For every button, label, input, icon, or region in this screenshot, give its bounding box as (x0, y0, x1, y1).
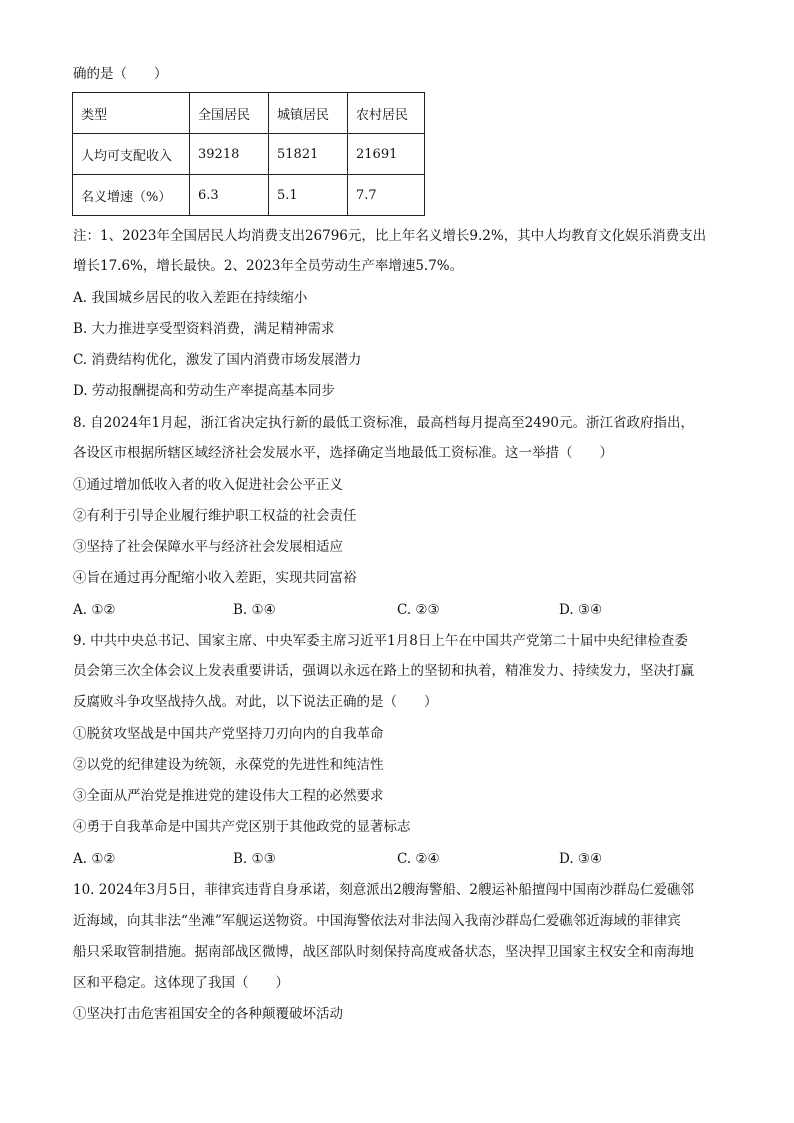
question-9-stem: 员会第三次全体会议上发表重要讲话，强调以永远在路上的坚韧和执着，精准发力、持续发力，坚决打赢 (73, 663, 694, 679)
table-header-cell: 全国居民 (190, 93, 269, 134)
statement-3: ③全面从严治党是推进党的建设伟大工程的必然要求 (73, 788, 384, 804)
question-9-options (73, 849, 753, 869)
option-d: D. 劳动报酬提高和劳动生产率提高基本同步 (73, 383, 335, 399)
question-9-stem: 9. 中共中央总书记、国家主席、中央军委主席习近平1月8日上午在中国共产党第二十届中央纪律检查委 (73, 633, 688, 649)
table-header-cell: 农村居民 (348, 93, 425, 134)
option-a: A. 我国城乡居民的收入差距在持续缩小 (73, 290, 308, 306)
table-cell: 名义增速（%） (73, 175, 190, 216)
table-header-cell: 类型 (73, 93, 190, 134)
option-c: C. 消费结构优化，激发了国内消费市场发展潜力 (73, 352, 362, 368)
table-cell: 7.7 (348, 175, 425, 216)
option-d: D. ③④ (559, 851, 603, 867)
table-cell: 21691 (348, 134, 425, 175)
question-10-stem: 10. 2024年3月5日，菲律宾违背自身承诺，刻意派出2艘海警船、2艘运补船擅闯中国南沙群岛仁爱礁邻 (73, 882, 694, 898)
option-c: C. ②③ (397, 602, 440, 618)
statement-1: ①通过增加低收入者的收入促进社会公平正义 (73, 477, 343, 493)
statement-2: ②以党的纪律建设为统领，永葆党的先进性和纯洁性 (73, 757, 384, 773)
table-cell: 6.3 (190, 175, 269, 216)
table-note-line: 注：1、2023年全国居民人均消费支出26796元，比上年名义增长9.2%，其中人均教育文化娱乐消费支出 (73, 228, 707, 244)
statement-1: ①坚决打击危害祖国安全的各种颠覆破坏活动 (73, 1006, 343, 1022)
question-10-stem: 区和平稳定。这体现了我国（ ） (73, 975, 289, 991)
table-row (73, 175, 425, 216)
table-cell: 51821 (269, 134, 348, 175)
table-cell: 人均可支配收入 (73, 134, 190, 175)
table-row (73, 134, 425, 175)
statement-2: ②有利于引导企业履行维护职工权益的社会责任 (73, 508, 357, 524)
option-d: D. ③④ (559, 602, 603, 618)
table-header-row (73, 93, 425, 134)
question-stem-tail: 确的是（ ） (73, 66, 168, 82)
table-note-line: 增长17.6%，增长最快。2、2023年全员劳动生产率增速5.7%。 (73, 258, 464, 274)
question-10-stem: 船只采取管制措施。据南部战区微博，战区部队时刻保持高度戒备状态，坚决捍卫国家主权安全和南海地 (73, 944, 694, 960)
statement-1: ①脱贫攻坚战是中国共产党坚持刀刃向内的自我革命 (73, 726, 384, 742)
question-8-stem: 8. 自2024年1月起，浙江省决定执行新的最低工资标准，最高档每月提高至2490元。浙江省政府指出， (73, 415, 694, 431)
option-b: B. ①④ (233, 602, 276, 618)
question-9-stem: 反腐败斗争攻坚战持久战。对此，以下说法正确的是（ ） (73, 694, 438, 710)
statement-4: ④勇于自我革命是中国共产党区别于其他政党的显著标志 (73, 819, 411, 835)
question-8-options (73, 600, 753, 620)
option-a: A. ①② (73, 851, 116, 867)
table-cell: 5.1 (269, 175, 348, 216)
statement-3: ③坚持了社会保障水平与经济社会发展相适应 (73, 539, 343, 555)
question-10-stem: 近海域，向其非法“坐滩”军舰运送物资。中国海警依法对非法闯入我南沙群岛仁爱礁邻近海域的菲律宾 (73, 913, 681, 929)
statement-4: ④旨在通过再分配缩小收入差距，实现共同富裕 (73, 570, 357, 586)
option-b: B. 大力推进享受型资料消费，满足精神需求 (73, 321, 335, 337)
table-header-cell: 城镇居民 (269, 93, 348, 134)
question-8-stem: 各设区市根据所辖区域经济社会发展水平，选择确定当地最低工资标准。这一举措（ ） (73, 445, 613, 461)
option-c: C. ②④ (397, 851, 440, 867)
option-b: B. ①③ (233, 851, 276, 867)
option-a: A. ①② (73, 602, 116, 618)
table-cell: 39218 (190, 134, 269, 175)
income-table (72, 92, 425, 216)
